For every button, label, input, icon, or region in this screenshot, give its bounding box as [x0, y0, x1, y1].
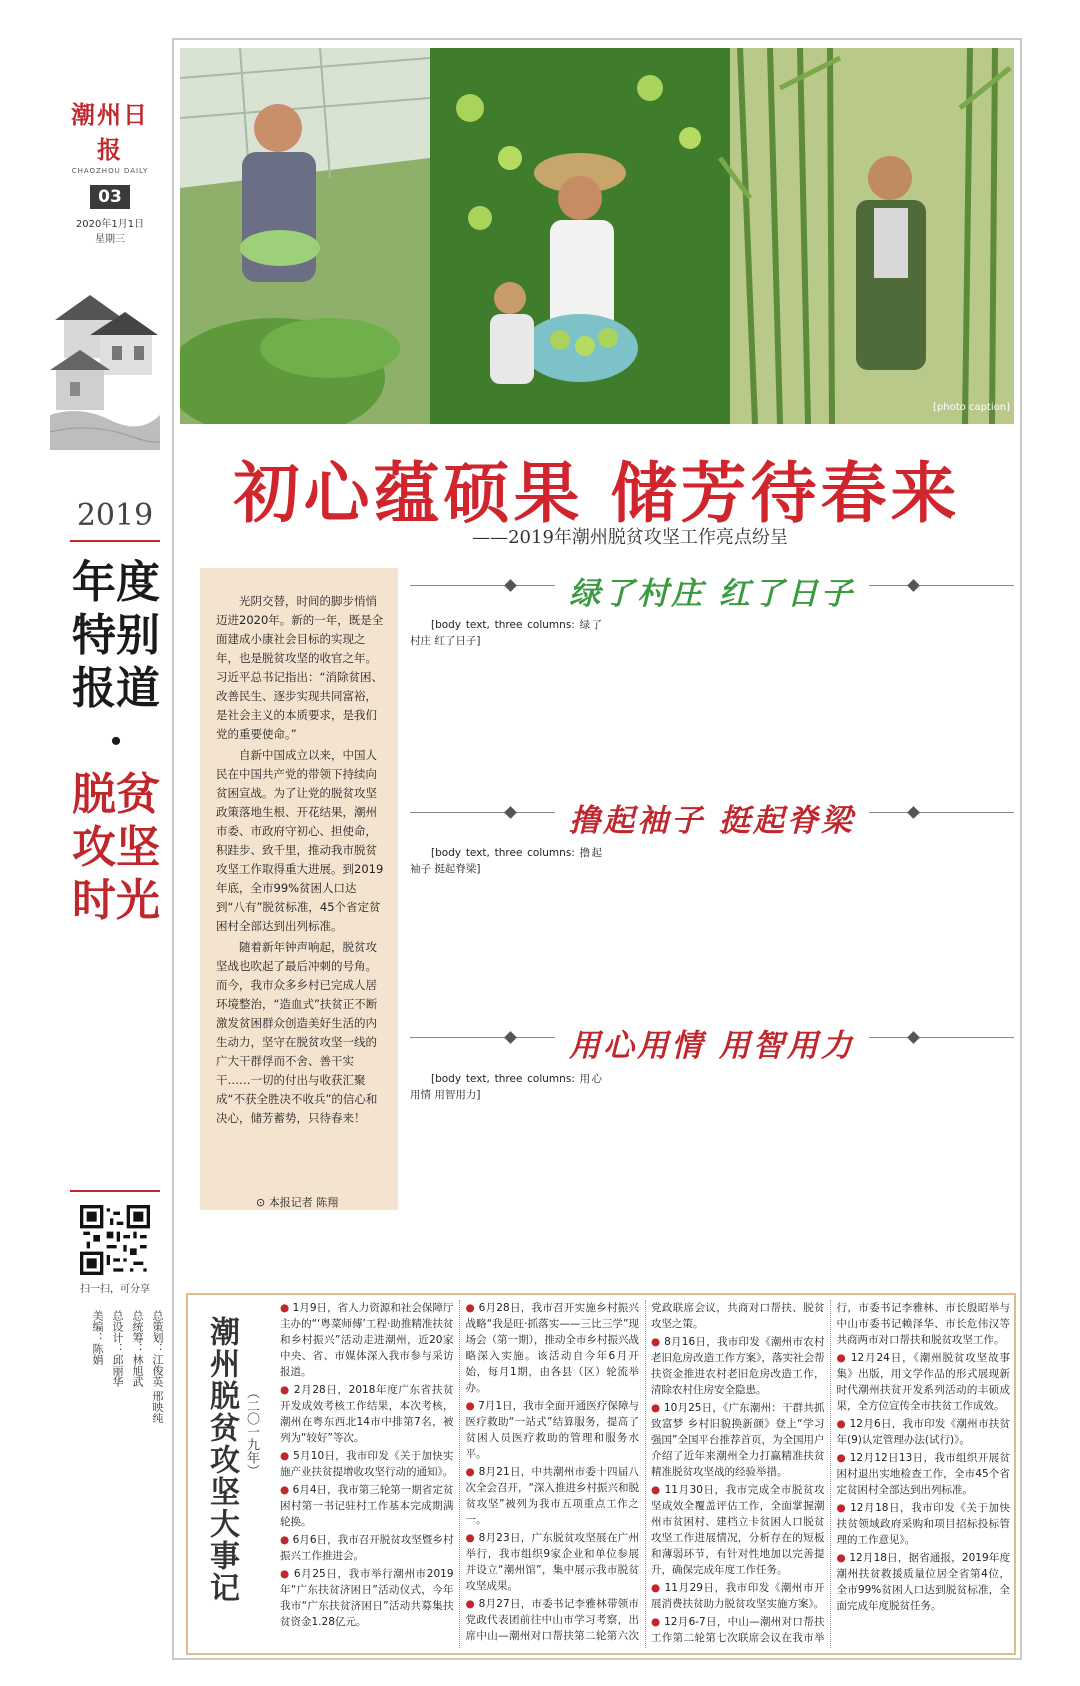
event-item: [466, 1398, 640, 1462]
event-item: [837, 1416, 1011, 1448]
event-text: 12月24日，《潮州脱贫攻坚故事集》出版，用文学作品的形式展现新时代潮州扶贫开发系列活动的丰硕成果，全方位宣传全市扶贫工作成效。: [836, 1352, 1010, 1412]
section-body-3: [410, 1072, 1014, 1278]
section-body-2: [410, 846, 1014, 1022]
qr-caption: 扫一扫，可分享: [80, 1284, 150, 1295]
event-dot-icon: ●: [836, 1452, 850, 1464]
credit-chief-planner: 总策划：江俊英 邢映纯: [151, 1310, 164, 1424]
section-title: 绿了村庄 红了日子: [555, 576, 869, 612]
masthead: [60, 95, 160, 247]
event-item: [466, 1530, 640, 1594]
event-dot-icon: ●: [280, 1484, 293, 1496]
author-marker-icon: ⊙: [256, 1196, 266, 1209]
section-title-bar-1: [410, 566, 1014, 612]
special-report-title: [72, 556, 160, 927]
event-dot-icon: ●: [465, 1598, 479, 1610]
event-text: 1月9日，省人力资源和社会保障厅主办的“‘粤菜师傅’工程·助推精准扶贫和乡村振兴”活动走进潮州，近20家中央、省、市媒体深入我市参与采访报道。: [280, 1302, 454, 1378]
event-item: [280, 1448, 454, 1480]
event-text: 5月10日，我市印发《关于加快实施产业扶贫提增收攻坚行动的通知》。: [280, 1450, 454, 1478]
credit-coordinator: 总统筹：林旭武: [131, 1310, 144, 1387]
events-list: [280, 1300, 1010, 1648]
intro-paragraph: 光阴交替，时间的脚步悄悄迈进2020年。新的一年，既是全面建成小康社会目标的实现之年，也是脱贫攻坚的收官之年。习近平总书记指出：“消除贫困、改善民生、逐步实现共同富裕，是社会主义的本质要求，是我们党的重要使命。”: [216, 594, 384, 741]
sidebar-divider: [70, 1190, 160, 1192]
event-dot-icon: ●: [280, 1450, 294, 1462]
section-paragraph: [body text, three columns: 绿了村庄 红了日子]: [410, 619, 602, 647]
event-text: 8月23日，广东脱贫攻坚展在广州举行，我市组织9家企业和单位参展并设立“潮州馆”，集中展示我市脱贫攻坚成果。: [465, 1532, 639, 1592]
photo-caption: [photo caption]: [933, 402, 1010, 413]
farm-photo: [180, 48, 1014, 424]
byline: [256, 1194, 338, 1210]
special-report-title-red: 脱贫攻坚时光: [72, 769, 160, 926]
weekday: 星期三: [95, 234, 125, 245]
special-report-title-black: 年度特别报道·: [72, 557, 160, 767]
paper-name: 潮州日报: [71, 100, 149, 164]
event-text: 8月16日，我市印发《潮州市农村老旧危房改造工作方案》，落实社会帮扶资金推进农村老旧危房改造工作，清除农村住房安全隐患。: [651, 1336, 825, 1396]
event-text: 12月18日，我市印发《关于加快扶贫领域政府采购和项目招标投标管理的工作意见》。: [836, 1502, 1010, 1546]
editorial-credits: [90, 1310, 164, 1480]
intro-paragraph: 随着新年钟声响起，脱贫攻坚战也吹起了最后冲刺的号角。而今，我市众多乡村已完成人居环境整治，“造血式”扶贫正不断激发贫困群众创造美好生活的内生动力，坚守在脱贫攻坚一线的广大干群俘而不舍、善干实干……一切的付出与收获汇聚成“不获全胜决不收兵”的信心和决心，储芳蓄势，只待春来！: [216, 940, 378, 1125]
paper-name-en: CHAOZHOU DAILY: [71, 167, 149, 175]
event-dot-icon: ●: [280, 1302, 293, 1314]
event-dot-icon: ●: [465, 1302, 479, 1314]
event-text: 11月30日，我市完成全市脱贫攻坚成效全覆盖评估工作，全面掌握潮州市贫困村、建档立卡贫困人口脱贫攻坚工作进展情况，分析存在的短板和薄弱环节，有针对性地加以完善提升，确保完成年度工作任务。: [651, 1484, 825, 1576]
event-text: 6月28日，我市召开实施乡村振兴战略“我是旺·抓落实——三比三学”现场会（第一期），推动全市乡村振兴战略深入实施。该活动自今年6月开始，每月1期，由各县（区）轮流举办。: [465, 1302, 639, 1394]
intro-box: [200, 568, 398, 1210]
section-title: 撸起袖子 挺起脊梁: [555, 803, 869, 839]
event-text: 12月6日，我市印发《潮州市扶贫年(9)认定管理办法(试行)》。: [836, 1418, 1010, 1446]
event-dot-icon: ●: [651, 1336, 665, 1348]
event-item: [280, 1566, 454, 1630]
event-dot-icon: ●: [651, 1616, 665, 1628]
credit-art-editor: 美编：陈娟: [91, 1310, 104, 1365]
event-text: 8月21日，中共潮州市委十四届八次全会召开，“深入推进乡村振兴和脱贫攻坚”被列为我市五项重点工作之一。: [465, 1466, 639, 1526]
section-title-bar-2: [410, 793, 1014, 839]
event-text: 12月6-7日，中山—潮州对口帮扶工作第二轮第七次联席会议在我市举行，市委书记李雅林、市长殷昭举与中山市委书记赖泽华、市长危伟汉等共商两市对口帮扶和脱贫攻坚工作。: [651, 1302, 1010, 1644]
event-item: [651, 1334, 825, 1398]
events-title-text: 潮州脱贫攻坚大事记: [204, 1316, 239, 1604]
event-dot-icon: ●: [651, 1582, 665, 1594]
section-title: 用心用情 用智用力: [555, 1028, 869, 1064]
event-item: [280, 1382, 454, 1446]
event-dot-icon: ●: [836, 1552, 850, 1564]
events-year-label: （二〇一九年）: [244, 1386, 259, 1477]
village-illustration: [50, 250, 160, 450]
event-dot-icon: ●: [651, 1484, 665, 1496]
events-title: [204, 1316, 258, 1636]
event-item: [837, 1500, 1011, 1548]
event-item: [651, 1580, 825, 1612]
event-item: [280, 1532, 454, 1564]
event-text: 6月6日，我市召开脱贫攻坚暨乡村振兴工作推进会。: [280, 1534, 454, 1562]
event-dot-icon: ●: [280, 1534, 293, 1546]
section-title-bar-3: [410, 1018, 1014, 1064]
intro-paragraph: 自新中国成立以来，中国人民在中国共产党的带领下持续向贫困宣战。为了让党的脱贫攻坚政策落地生根、开花结果，潮州市委、市政府守初心、担使命，积跬步、致千里，推动我市脱贫攻坚工作取得重大进展。到2019年底，全市99%贫困人口达到“八有”脱贫标准，45个省定贫困村全部达到出列标准。: [216, 748, 384, 933]
event-text: 6月4日，我市第三轮第一期省定贫困村第一书记驻村工作基本完成期满轮换。: [280, 1484, 454, 1528]
section-paragraph: [body text, three columns: 用心用情 用智用力]: [410, 1073, 602, 1101]
event-dot-icon: ●: [836, 1352, 851, 1364]
event-item: [466, 1464, 640, 1528]
event-item: [837, 1550, 1011, 1614]
publication-date: [60, 217, 160, 247]
subheadline: ——2019年潮州脱贫攻坚工作亮点纷呈: [472, 527, 788, 548]
qr-code-icon[interactable]: [80, 1205, 150, 1275]
event-text: 8月27日，市委书记李雅林带领市党政代表团前往中山市学习考察，出席中山—潮州对口帮扶第二轮第六次党政联席会议，共商对口帮扶、脱贫攻坚之策。: [465, 1302, 825, 1642]
section-body-1: [410, 618, 1014, 800]
year-label: 2019: [76, 498, 154, 533]
event-text: 12月18日，据省通报，2019年度潮州扶贫救援质量位居全省第4位，全市99%贫困人口达到脱贫标准，全面完成年度脱贫任务。: [836, 1552, 1010, 1612]
section-paragraph: [body text, three columns: 撸起袖子 挺起脊梁]: [410, 847, 602, 875]
event-item: [280, 1300, 454, 1380]
byline-text: 本报记者 陈翔: [268, 1196, 339, 1209]
event-item: [651, 1400, 825, 1480]
event-text: 6月25日，我市举行潮州市2019年“广东扶贫济困日”活动仪式，今年我市“广东扶贫济困日”活动共募集扶贫资金1.28亿元。: [280, 1568, 454, 1628]
event-text: 12月12日13日，我市组织开展贫困村退出实地检查工作，全市45个省定贫困村全部达到出列标准。: [836, 1452, 1010, 1496]
event-item: [837, 1350, 1011, 1414]
event-item: [280, 1482, 454, 1530]
event-text: 11月29日，我市印发《潮州市开展消费扶贫助力脱贫攻坚实施方案》。: [651, 1582, 825, 1610]
event-item: [837, 1450, 1011, 1498]
event-dot-icon: ●: [280, 1384, 294, 1396]
credit-designer: 总设计：邱丽华: [111, 1310, 124, 1387]
event-dot-icon: ●: [280, 1568, 294, 1580]
event-text: 2月28日，2018年度广东省扶贫开发成效考核工作结果，本次考核，潮州在粤东西北14市中排第7名，被列为“较好”等次。: [280, 1384, 454, 1444]
page-number: 03: [90, 185, 130, 209]
date: 2020年1月1日: [75, 219, 145, 230]
event-dot-icon: ●: [836, 1418, 850, 1430]
event-item: [466, 1300, 640, 1396]
event-text: 7月1日，我市全面开通医疗保障与医疗救助“一站式”结算服务，提高了贫困人员医疗救助的管理和服务水平。: [465, 1400, 639, 1460]
year-divider: [70, 540, 160, 542]
event-dot-icon: ●: [465, 1400, 479, 1412]
event-dot-icon: ●: [465, 1466, 479, 1478]
event-dot-icon: ●: [836, 1502, 851, 1514]
headline: 初心蕴硕果 储芳待春来: [233, 454, 961, 532]
event-text: 10月25日，《广东潮州：干群共抓致富梦 乡村旧貌换新颜》登上“学习强国”全国平台推荐首页，为全国用户介绍了近年来潮州全力打赢精准扶贫精准脱贫攻坚战的经验举措。: [651, 1402, 825, 1478]
event-dot-icon: ●: [465, 1532, 479, 1544]
event-item: [651, 1482, 825, 1578]
event-dot-icon: ●: [651, 1402, 664, 1414]
